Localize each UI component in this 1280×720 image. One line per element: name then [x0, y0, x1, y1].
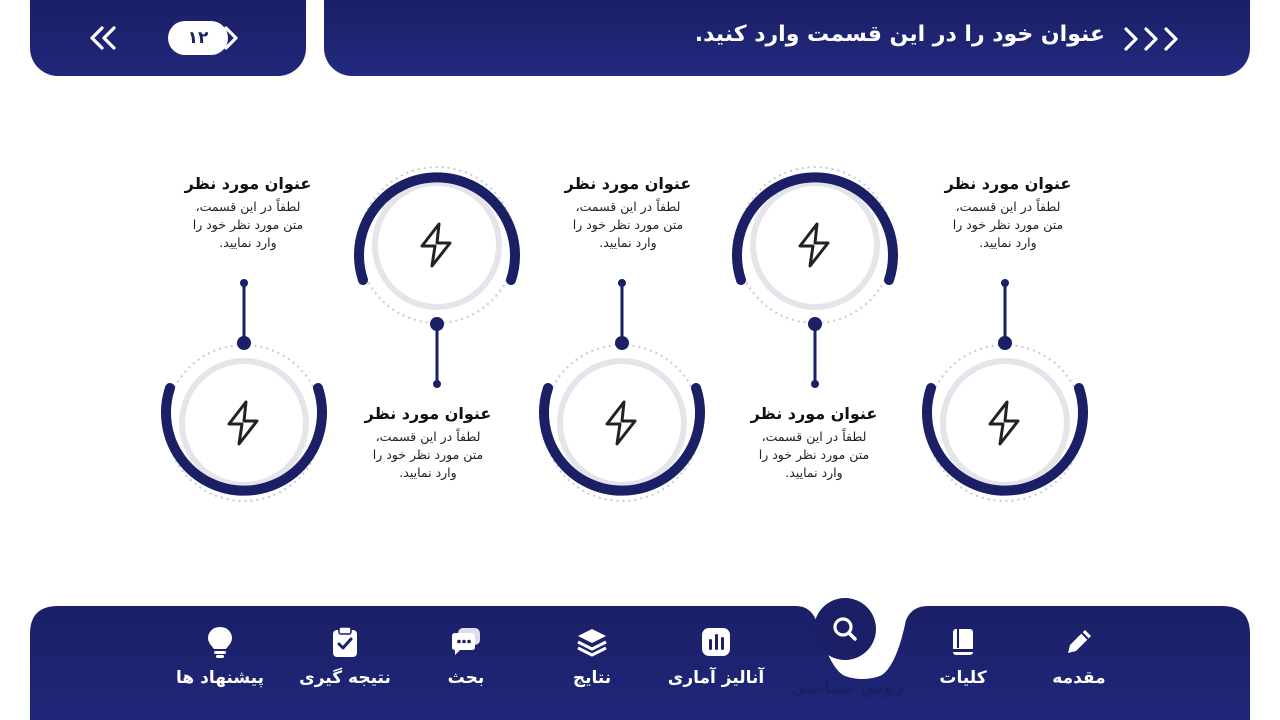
slide-title: عنوان خود را در این قسمت وارد کنید. — [694, 22, 1105, 47]
step-title: عنوان مورد نظر — [564, 174, 692, 193]
nav-item-methodology-label[interactable]: روش شناسی — [790, 678, 904, 698]
step-description: لطفاً در این قسمت، متن مورد نظر خود را وارد نمایید. — [572, 199, 684, 250]
book-icon — [945, 624, 981, 660]
lightning-icon — [786, 216, 844, 274]
lightning-icon — [976, 394, 1034, 452]
step-description: لطفاً در این قسمت، متن مورد نظر خود را وارد نمایید. — [952, 199, 1064, 250]
page-number-bar — [30, 0, 306, 76]
nav-item-label: نتیجه گیری — [299, 668, 391, 688]
nav-item-label: کلیات — [939, 668, 987, 688]
step-description: لطفاً در این قسمت، متن مورد نظر خود را وارد نمایید. — [192, 199, 304, 250]
step-title: عنوان مورد نظر — [750, 404, 878, 423]
lightbulb-icon — [202, 624, 238, 660]
nav-item-results[interactable] — [532, 624, 652, 688]
nav-item-statistics[interactable] — [656, 624, 776, 688]
step-title: عنوان مورد نظر — [184, 174, 312, 193]
next-chevrons-icon[interactable] — [206, 25, 248, 51]
page-number: ۱۲ — [168, 21, 228, 55]
step-5-connector — [237, 277, 251, 351]
step-4-ring — [352, 160, 522, 330]
step-4-info — [338, 404, 518, 482]
nav-item-discussion[interactable] — [406, 624, 526, 688]
step-5-info — [158, 174, 338, 252]
step-description: لطفاً در این قسمت، متن مورد نظر خود را وارد نمایید. — [372, 429, 484, 480]
step-title: عنوان مورد نظر — [364, 404, 492, 423]
step-2-connector — [808, 316, 822, 390]
nav-item-overview[interactable] — [903, 624, 1023, 688]
nav-item-label: پیشنهاد ها — [176, 668, 264, 688]
layers-icon — [574, 624, 610, 660]
step-3-info — [538, 174, 718, 252]
nav-item-label: نتایج — [572, 668, 612, 688]
step-5-ring — [159, 338, 329, 508]
step-2-ring — [730, 160, 900, 330]
step-1-info — [918, 174, 1098, 252]
clipboard-check-icon — [327, 624, 363, 660]
bar-chart-icon — [698, 624, 734, 660]
nav-item-label: بحث — [447, 668, 485, 688]
step-description: لطفاً در این قسمت، متن مورد نظر خود را وارد نمایید. — [758, 429, 870, 480]
step-1-ring — [920, 338, 1090, 508]
nav-item-intro[interactable] — [1019, 624, 1139, 688]
nav-item-suggestions[interactable] — [160, 624, 280, 688]
lightning-icon — [408, 216, 466, 274]
step-3-connector — [615, 277, 629, 351]
nav-item-conclusion[interactable] — [285, 624, 405, 688]
nav-item-label: آنالیز آماری — [667, 668, 765, 688]
bottom-navigation — [30, 606, 1250, 720]
title-chevrons-icon — [1120, 25, 1186, 53]
nav-item-label: مقدمه — [1052, 668, 1106, 688]
step-3-ring — [537, 338, 707, 508]
chat-icon — [448, 624, 484, 660]
nav-item-methodology-button[interactable] — [814, 598, 876, 660]
prev-chevrons-icon[interactable] — [88, 25, 130, 51]
step-1-connector — [998, 277, 1012, 351]
step-title: عنوان مورد نظر — [944, 174, 1072, 193]
step-2-info — [724, 404, 904, 482]
lightning-icon — [593, 394, 651, 452]
pencil-icon — [1061, 624, 1097, 660]
search-icon — [830, 614, 860, 644]
step-4-connector — [430, 316, 444, 390]
title-bar — [324, 0, 1250, 76]
lightning-icon — [215, 394, 273, 452]
